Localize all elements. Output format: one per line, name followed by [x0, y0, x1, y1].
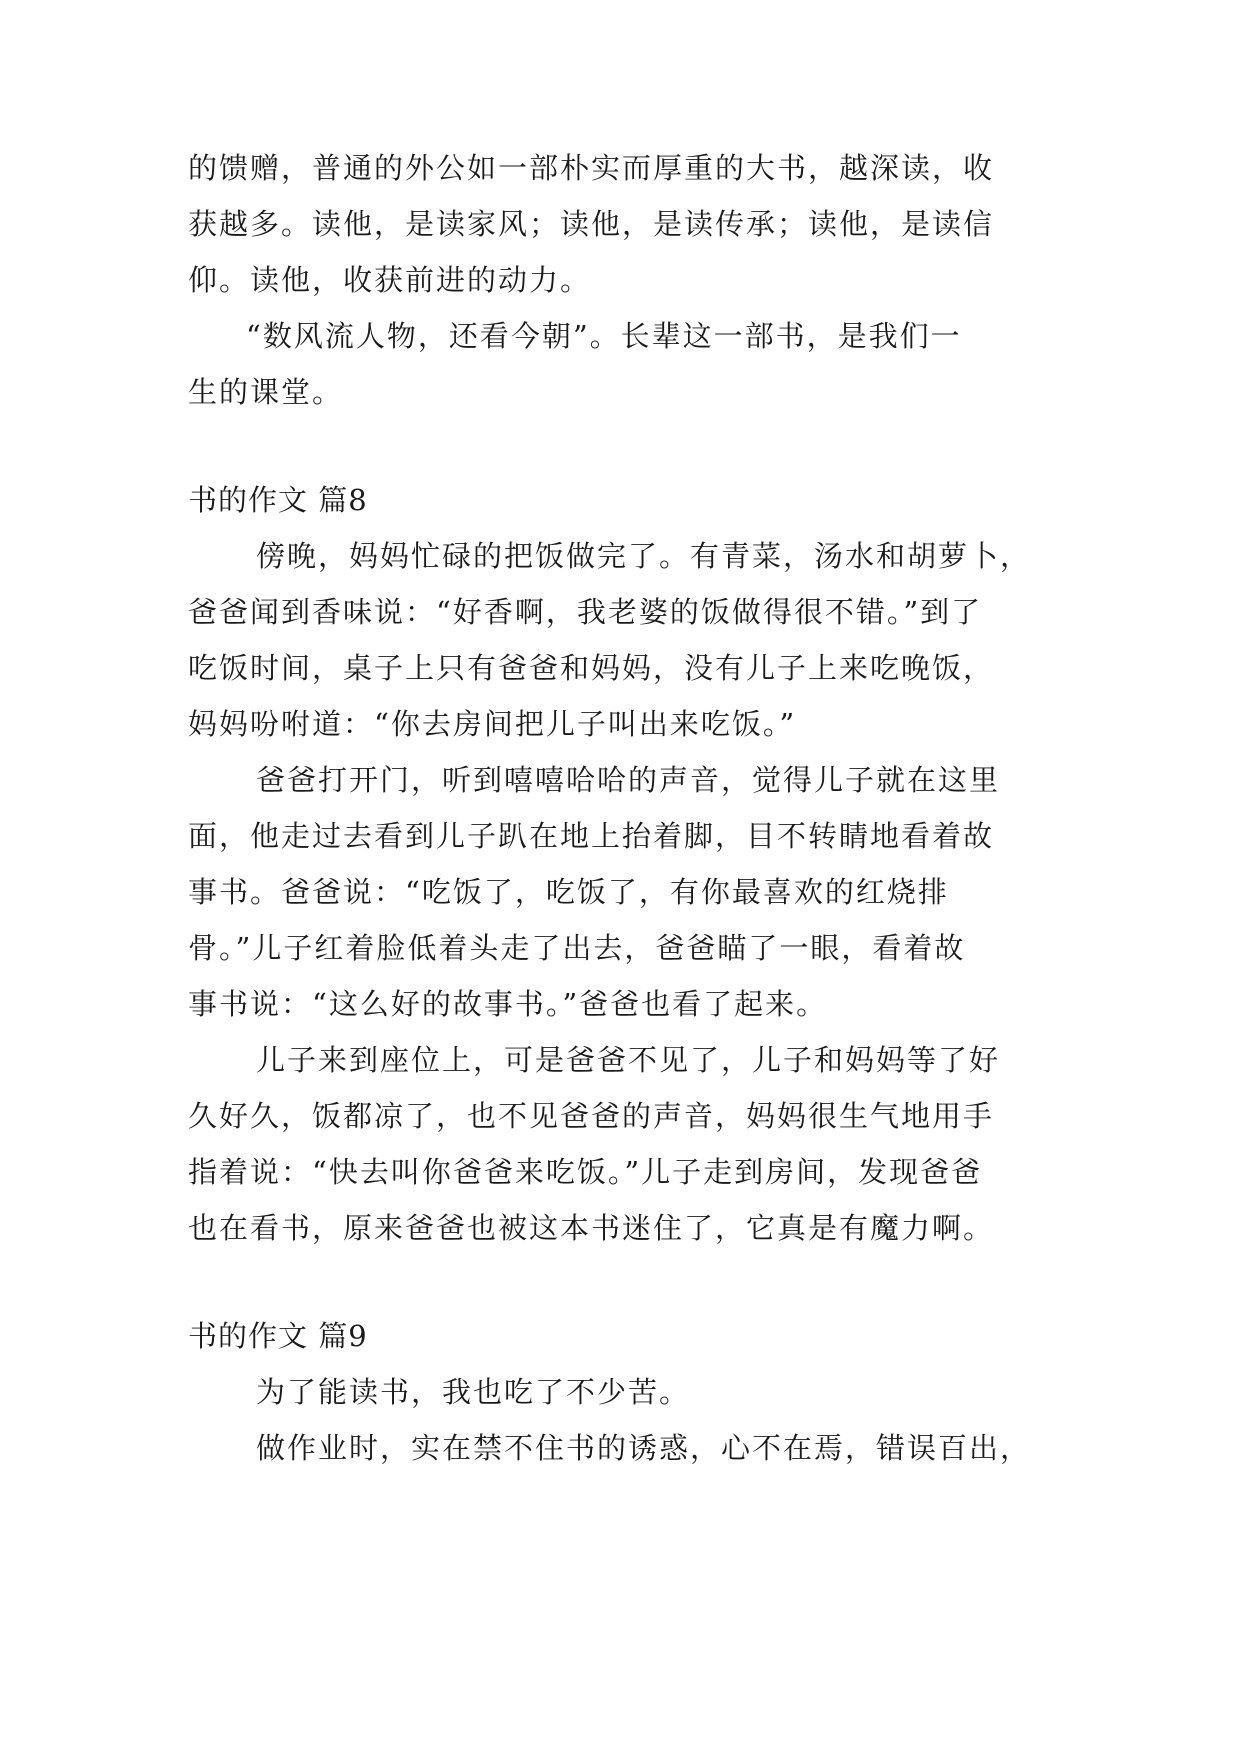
paragraph-line: 做作业时，实在禁不住书的诱惑，心不在焉，错误百出， — [256, 1431, 1032, 1465]
paragraph-line: 生的课堂。 — [188, 375, 344, 409]
paragraph-line: 傍晚，妈妈忙碌的把饭做完了。有青菜，汤水和胡萝卜， — [256, 539, 1032, 573]
paragraph-line: 面，他走过去看到儿子趴在地上抬着脚，目不转睛地看着故 — [188, 819, 995, 853]
paragraph-line: 为了能读书，我也吃了不少苦。 — [256, 1375, 691, 1409]
paragraph-line: “数风流人物，还看今朝”。长辈这一部书，是我们一 — [246, 319, 962, 353]
paragraph-line: 儿子来到座位上，可是爸爸不见了，儿子和妈妈等了好 — [256, 1043, 1001, 1077]
paragraph-line: 事书说：“这么好的故事书。”爸爸也看了起来。 — [188, 987, 828, 1021]
paragraph-line: 的馈赠，普通的外公如一部朴实而厚重的大书，越深读，收 — [188, 151, 995, 185]
paragraph-line: 吃饭时间，桌子上只有爸爸和妈妈，没有儿子上来吃晚饭， — [188, 651, 995, 685]
paragraph-line: 也在看书，原来爸爸也被这本书迷住了，它真是有魔力啊。 — [188, 1211, 995, 1245]
paragraph-line: 事书。爸爸说：“吃饭了，吃饭了，有你最喜欢的红烧排 — [188, 875, 949, 909]
paragraph-line: 妈妈吩咐道：“你去房间把儿子叫出来吃饭。” — [188, 707, 797, 741]
paragraph-line: 骨。”儿子红着脸低着头走了出去，爸爸瞄了一眼，看着故 — [188, 931, 966, 965]
paragraph-line: 爸爸闻到香味说：“好香啊，我老婆的饭做得很不错。”到了 — [188, 595, 983, 629]
paragraph-line: 获越多。读他，是读家风；读他，是读传承；读他，是读信 — [188, 207, 995, 241]
section-heading: 书的作文 篇8 — [188, 483, 368, 517]
paragraph-line: 久好久，饭都凉了，也不见爸爸的声音，妈妈很生气地用手 — [188, 1099, 995, 1133]
section-heading: 书的作文 篇9 — [188, 1319, 368, 1353]
paragraph-line: 指着说：“快去叫你爸爸来吃饭。”儿子走到房间，发现爸爸 — [188, 1155, 983, 1189]
paragraph-line: 爸爸打开门，听到嘻嘻哈哈的声音，觉得儿子就在这里 — [256, 763, 1001, 797]
paragraph-line: 仰。读他，收获前进的动力。 — [188, 263, 592, 297]
